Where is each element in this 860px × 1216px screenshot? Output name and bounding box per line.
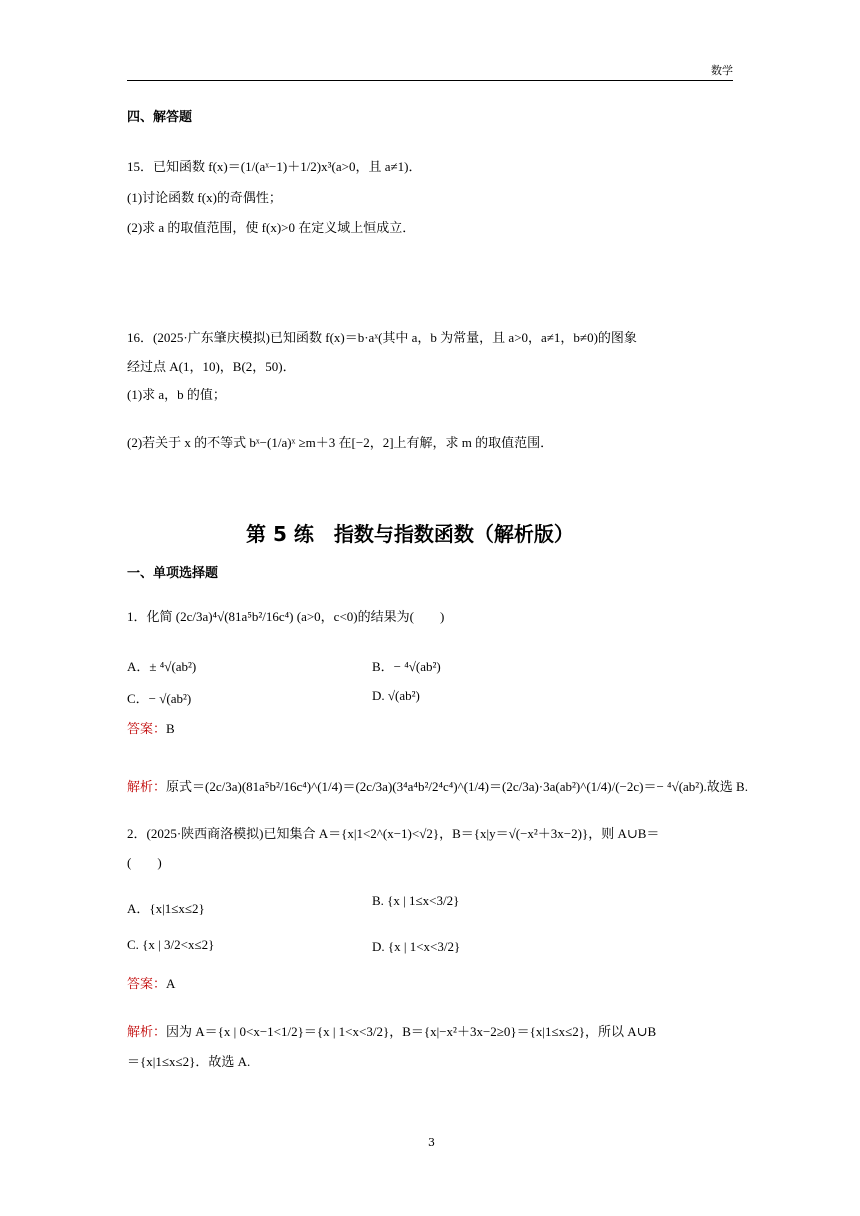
q1-option-a: A．± ⁴√(ab²): [127, 659, 197, 674]
q1-option-c: C．− √(ab²): [127, 691, 192, 706]
q2-option-d: D. {x | 1<x<3/2}: [372, 939, 461, 954]
q1-analysis-row: [127, 776, 748, 795]
q1-answer-value: B: [166, 721, 175, 736]
q2-answer-row: [127, 973, 175, 992]
q2-option-c: C. {x | 3/2<x≤2}: [127, 937, 215, 952]
section-4-title: 四、解答题: [127, 110, 193, 125]
q1-analysis-text: 原式＝(2c/3a)(81a⁵b²/16c⁴)^(1/4)＝(2c/3a)(3⁴a⁴b²/2⁴c⁴)^(1/4)＝(2c/3a)·3a(ab²)^(1/4)/(−2c)＝− ⁴√(ab²).故选 B.: [166, 779, 748, 794]
q1-option-b: B．− ⁴√(ab²): [372, 659, 441, 674]
q2-analysis-row: [127, 1021, 656, 1040]
q1-stem: 1．化简 (2c/3a)⁴√(81a⁵b²/16c⁴) (a>0，c<0)的结果为( ): [127, 609, 445, 624]
chapter-title: 第 5 练 指数与指数函数（解析版）: [246, 522, 574, 546]
q2-option-a: A．{x|1≤x≤2}: [127, 901, 205, 916]
q2-answer-label: 答案：: [127, 977, 167, 992]
q16-line1: 16．(2025·广东肇庆模拟)已知函数 f(x)＝b·aˣ(其中 a，b 为常量，且 a>0，a≠1，b≠0)的图象: [127, 330, 637, 345]
header-rule: [127, 80, 733, 81]
q2-analysis-label: 解析：: [127, 1025, 167, 1040]
q1-answer-label: 答案：: [127, 722, 167, 737]
page-number: 3: [428, 1136, 435, 1149]
q1-analysis-label: 解析：: [127, 780, 167, 795]
q15-stem: 15．已知函数 f(x)＝(1/(aˣ−1)＋1/2)x³(a>0，且 a≠1)．: [127, 159, 422, 174]
q1-option-d: D. √(ab²): [372, 688, 420, 703]
q2-analysis-line2: ＝{x|1≤x≤2}．故选 A.: [127, 1054, 251, 1069]
section-1-title: 一、单项选择题: [127, 566, 219, 581]
header-subject: 数学: [711, 64, 733, 77]
q2-line1: 2．(2025·陕西商洛模拟)已知集合 A＝{x|1<2^(x−1)<√2}，B＝{x|y＝√(−x²＋3x−2)}，则 A∪B＝: [127, 826, 660, 841]
q2-answer-value: A: [166, 976, 176, 991]
q2-option-b: B. {x | 1≤x<3/2}: [372, 893, 460, 908]
q2-line2: ( ): [127, 855, 162, 870]
q16-line2: 经过点 A(1，10)，B(2，50)．: [127, 359, 296, 374]
q16-part1: (1)求 a，b 的值；: [127, 387, 226, 402]
q15-part1: (1)讨论函数 f(x)的奇偶性；: [127, 190, 282, 205]
q15-part2: (2)求 a 的取值范围，使 f(x)>0 在定义域上恒成立．: [127, 220, 416, 235]
q1-answer-row: [127, 718, 175, 737]
q16-part2: (2)若关于 x 的不等式 bˣ−(1/a)ˣ ≥m＋3 在[−2，2]上有解，求 m 的取值范围．: [127, 435, 554, 450]
q2-analysis-line1: 因为 A＝{x | 0<x−1<1/2}＝{x | 1<x<3/2}，B＝{x|−x²＋3x−2≥0}＝{x|1≤x≤2}，所以 A∪B: [166, 1024, 657, 1039]
